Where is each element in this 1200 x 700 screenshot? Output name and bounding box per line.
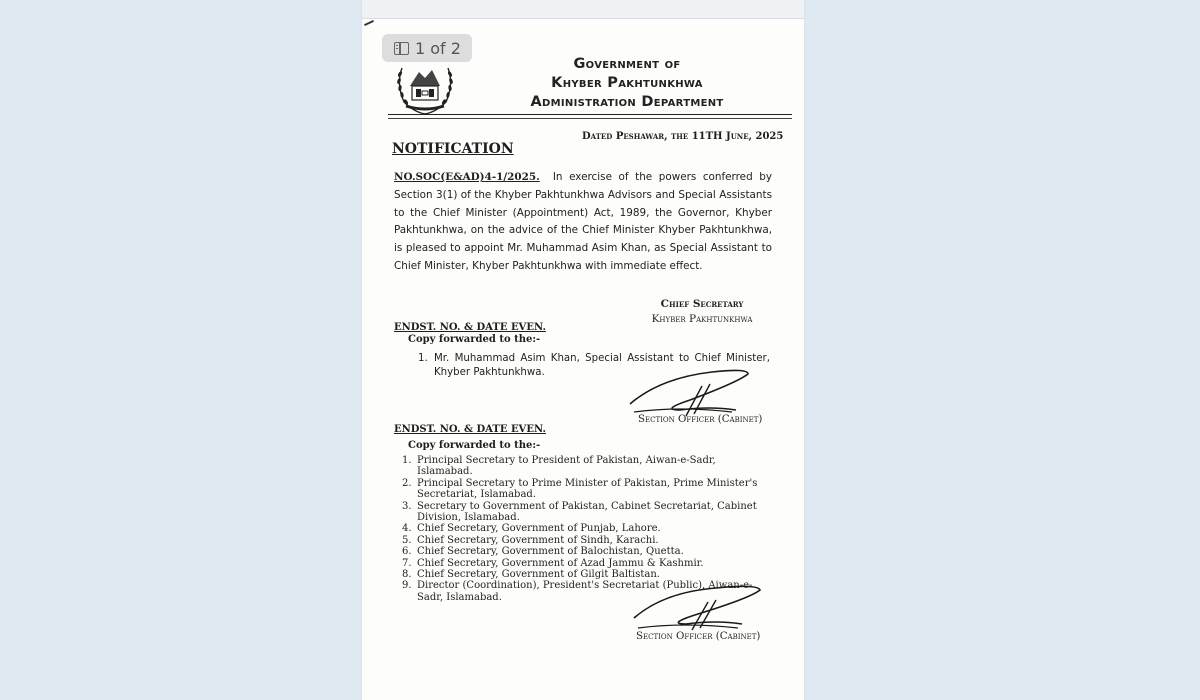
header-line-3: Administration Department bbox=[530, 94, 724, 110]
signatory-title: Chief Secretary bbox=[660, 298, 744, 310]
signature-2 bbox=[624, 582, 774, 638]
list-item-text: Principal Secretary to President of Pakistan, Aiwan-e-Sadr, Islamabad. bbox=[417, 455, 716, 478]
list-item-number: 1. bbox=[418, 353, 428, 364]
header-line-2: Khyber Pakhtunkhwa bbox=[551, 75, 703, 91]
list-item-text: Mr. Muhammad Asim Khan, Special Assistant to Chief Minister, Khyber Pakhtunkhwa. bbox=[434, 353, 770, 378]
notification-reference: NO.SOC(E&AD)4-1/2025. bbox=[394, 171, 540, 183]
endorsement-1-signed-by: Section Officer (Cabinet) bbox=[638, 414, 763, 425]
list-item-number: 8. bbox=[402, 569, 412, 581]
list-item bbox=[402, 455, 772, 478]
list-item-text: Secretary to Government of Pakistan, Cabinet Secretariat, Cabinet Division, Islamabad. bbox=[417, 500, 757, 524]
list-item-text: Chief Secretary, Government of Sindh, Karachi. bbox=[417, 534, 659, 546]
list-item-number: 4. bbox=[402, 523, 412, 535]
list-item bbox=[402, 535, 772, 546]
list-item-number: 3. bbox=[402, 500, 412, 512]
sidebar-toggle-icon bbox=[394, 42, 409, 55]
notification-body: In exercise of the powers conferred by Section 3(1) of the Khyber Pakhtunkhwa Advisors and Special Assistants to the Chief Minister (Appointment) Act, 1989, the Governor, Khyber Pakhtunkhwa, on the advice of the Chief Minister Khyber Pakhtunkhwa, is pleased to appoint Mr. Muhammad Asim Khan, as Special Assistant to Chief Minister, Khyber Pakhtunkhwa with immediate effect. bbox=[394, 171, 772, 272]
endorsement-2-heading: ENDST. NO. & DATE EVEN. bbox=[394, 424, 546, 435]
list-item bbox=[402, 501, 772, 524]
document-page bbox=[362, 0, 804, 700]
list-item-text: Chief Secretary, Government of Gilgit Baltistan. bbox=[417, 569, 660, 581]
header-rule-bottom bbox=[388, 118, 792, 119]
notification-paragraph bbox=[394, 169, 772, 276]
notification-title: NOTIFICATION bbox=[392, 141, 514, 157]
list-item-text: Principal Secretary to Prime Minister of Pakistan, Prime Minister's Secretariat, Islamabad. bbox=[417, 477, 758, 501]
endorsement-1-copy-to: Copy forwarded to the:- bbox=[408, 334, 541, 345]
list-item-text: Director (Coordination), President's Secretariat (Public), Aiwan-e-Sadr, Islamabad. bbox=[417, 580, 753, 603]
list-item bbox=[402, 546, 772, 557]
list-item bbox=[402, 558, 772, 569]
list-item-text: Chief Secretary, Government of Azad Jammu & Kashmir. bbox=[417, 557, 704, 569]
list-item-number: 7. bbox=[402, 557, 412, 569]
page-indicator-badge[interactable] bbox=[382, 34, 472, 62]
endorsement-2-signed-by: Section Officer (Cabinet) bbox=[636, 631, 761, 642]
list-item-text: Chief Secretary, Government of Punjab, Lahore. bbox=[417, 523, 661, 535]
list-item-number: 5. bbox=[402, 534, 412, 546]
list-item-number: 6. bbox=[402, 546, 412, 558]
page-indicator-text: 1 of 2 bbox=[415, 38, 461, 58]
endorsement-2-copy-to: Copy forwarded to the:- bbox=[408, 440, 541, 451]
list-item-number: 9. bbox=[402, 580, 412, 592]
list-item bbox=[402, 478, 772, 501]
list-item bbox=[402, 569, 772, 580]
list-item-number: 2. bbox=[402, 477, 412, 489]
list-item bbox=[402, 523, 772, 534]
header-line-1: Government of bbox=[573, 56, 681, 72]
date-line: Dated Peshawar, the 11TH June, 2025 bbox=[582, 131, 784, 142]
kp-government-emblem bbox=[392, 62, 458, 118]
list-item-text: Chief Secretary, Government of Balochistan, Quetta. bbox=[417, 546, 684, 558]
list-item-number: 1. bbox=[402, 455, 412, 466]
scan-mark bbox=[364, 20, 374, 26]
endorsement-1-heading: ENDST. NO. & DATE EVEN. bbox=[394, 322, 546, 333]
viewer-top-strip bbox=[362, 0, 804, 19]
signatory-office: Khyber Pakhtunkhwa bbox=[651, 313, 753, 325]
header-rule-top bbox=[388, 114, 792, 115]
